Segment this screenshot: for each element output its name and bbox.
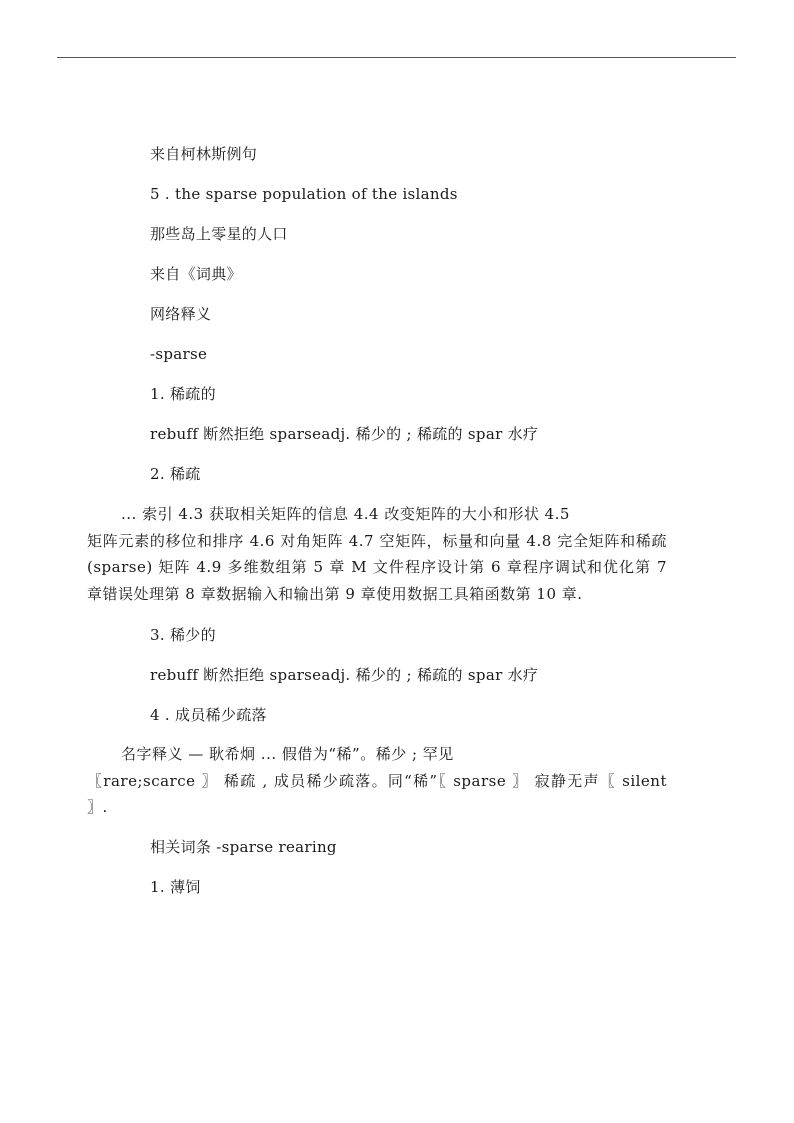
example-translation: 那些岛上零星的人口 xyxy=(150,225,288,243)
header-rule xyxy=(57,57,736,58)
list-item: 1. 薄饲 xyxy=(150,877,201,896)
paragraph-line: ... 索引 4.3 获取相关矩阵的信息 4.4 改变矩阵的大小和形状 4.5 xyxy=(121,505,570,523)
list-item-detail: rebuff 断然拒绝 sparseadj. 稀少的 ; 稀疏的 spar 水疗 xyxy=(150,425,539,443)
source-note-collins: 来自柯林斯例句 xyxy=(150,145,258,163)
paragraph-name-meaning xyxy=(87,741,667,821)
paragraph-text: 〖rare;scarce 〗 稀疏 , 成员稀少疏落。同“稀”〖 sparse 〗 寂静无声〖 silent 〗. xyxy=(87,771,667,816)
list-item: 2. 稀疏 xyxy=(150,465,201,483)
section-heading-web: 网络释义 xyxy=(150,305,212,323)
list-item: 3. 稀少的 xyxy=(150,626,216,644)
paragraph-line: 名字释义 — 耿希炯 ... 假借为“稀”。稀少 ; 罕见 xyxy=(121,745,454,763)
related-entry-heading: 相关词条 -sparse rearing xyxy=(150,837,337,856)
paragraph-matrix xyxy=(87,501,667,607)
source-note-dictionary: 来自《词典》 xyxy=(150,265,242,283)
list-item-detail: rebuff 断然拒绝 sparseadj. 稀少的 ; 稀疏的 spar 水疗 xyxy=(150,666,539,684)
document-body xyxy=(87,144,667,897)
paragraph-text: 矩阵元素的移位和排序 4.6 对角矩阵 4.7 空矩阵，标量和向量 4.8 完全矩阵和稀疏 (sparse) 矩阵 4.9 多维数组第 5 章 M 文件程序设计第 6 章程序调试和优化第 7 章错误处理第 8 章数据输入和输出第 9 章使用数据工具箱函数第 10 章. xyxy=(87,531,667,603)
list-item: 1. 稀疏的 xyxy=(150,385,216,403)
list-item: 4 . 成员稀少疏落 xyxy=(150,706,267,724)
example-sentence: 5 . the sparse population of the islands xyxy=(150,185,458,203)
entry-term: -sparse xyxy=(150,345,208,363)
